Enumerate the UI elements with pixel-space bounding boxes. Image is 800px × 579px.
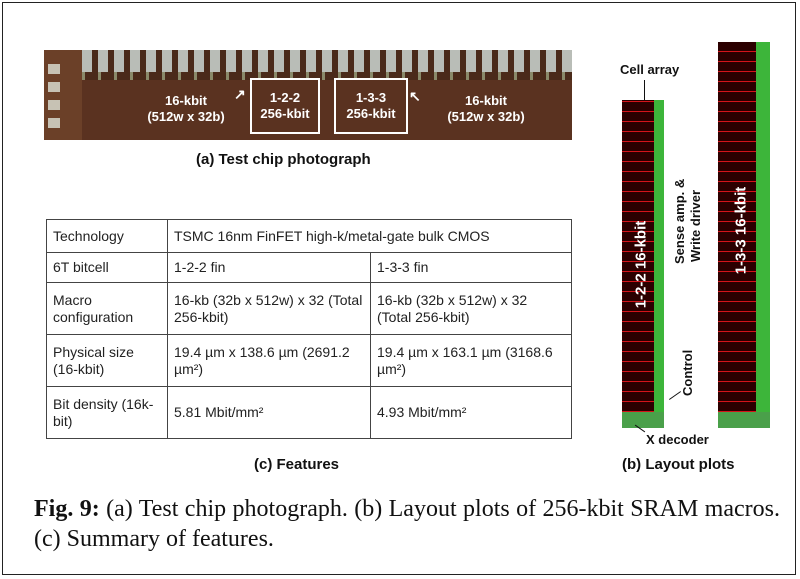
cell-array-leader	[644, 80, 645, 102]
table-cell: 1-2-2 fin	[168, 253, 371, 283]
control-label: Control	[680, 349, 695, 396]
figure-caption	[34, 494, 780, 554]
table-row	[47, 253, 572, 283]
table-row	[47, 387, 572, 439]
x-decoder-label: X decoder	[646, 432, 709, 447]
row-label: Physical size (16-kbit)	[47, 335, 168, 387]
left-arrow-icon: ↗	[234, 86, 246, 102]
chip-pad	[48, 100, 60, 110]
test-chip-photograph	[44, 50, 572, 140]
left-label-line2: (512w x 32b)	[147, 109, 225, 124]
sense-amp-label-line2: Write driver	[688, 189, 703, 262]
row-label: Technology	[47, 220, 168, 253]
layout-plot-1-3-3	[718, 42, 770, 428]
right-16kbit-label	[426, 93, 546, 125]
table-cell: 4.93 Mbit/mm²	[371, 387, 572, 439]
row-label: Bit density (16k-bit)	[47, 387, 168, 439]
chip-pad	[48, 64, 60, 74]
right-label-line1: 16-kbit	[465, 93, 507, 108]
x-decoder-region	[622, 412, 664, 428]
macro-b-label	[334, 90, 408, 122]
cell-array-label: Cell array	[620, 62, 680, 77]
x-decoder-region	[718, 412, 770, 428]
table-cell: 5.81 Mbit/mm²	[168, 387, 371, 439]
table-cell: 19.4 µm x 163.1 µm (3168.6 µm²)	[371, 335, 572, 387]
chip-photo-caption: (a) Test chip photograph	[196, 151, 371, 168]
features-caption: (c) Features	[254, 456, 340, 473]
macro-b-label-line2: 256-kbit	[346, 106, 396, 121]
sense-amp-region	[654, 100, 664, 412]
table-cell: 1-3-3 fin	[371, 253, 572, 283]
table-row	[47, 335, 572, 387]
table-row	[47, 220, 572, 253]
table-cell: 16-kb (32b x 512w) x 32 (Total 256-kbit)	[371, 283, 572, 335]
figure-caption-text: (a) Test chip photograph. (b) Layout plots of 256-kbit SRAM macros. (c) Summary of features.	[34, 496, 780, 552]
macro-a-label-line1: 1-2-2	[269, 90, 301, 105]
chip-pad	[48, 82, 60, 92]
table-cell: 19.4 µm x 138.6 µm (2691.2 µm²)	[168, 335, 371, 387]
table-row	[47, 283, 572, 335]
row-label: Macro configuration	[47, 283, 168, 335]
features-table	[46, 219, 572, 439]
sense-amp-label-line1: Sense amp. &	[672, 178, 687, 264]
figure-number: Fig. 9:	[34, 496, 100, 522]
layout-plot-1-2-2	[622, 100, 664, 428]
chip-io-strip	[82, 72, 572, 80]
table-cell: 16-kb (32b x 512w) x 32 (Total 256-kbit)	[168, 283, 371, 335]
macro-a-label	[250, 90, 320, 122]
chip-pad-row	[82, 50, 572, 72]
sense-amp-region	[756, 42, 770, 412]
plot-a-label: 1-2-2 16-kbit	[632, 220, 650, 309]
macro-b-label-line1: 1-3-3	[355, 90, 387, 105]
layout-plots-caption: (b) Layout plots	[622, 456, 735, 473]
macro-a-label-line2: 256-kbit	[260, 106, 310, 121]
left-label-line1: 16-kbit	[165, 93, 207, 108]
row-label: 6T bitcell	[47, 253, 168, 283]
plot-b-label: 1-3-3 16-kbit	[732, 186, 750, 275]
right-arrow-icon: ↖	[409, 88, 421, 104]
table-cell: TSMC 16nm FinFET high-k/metal-gate bulk CMOS	[168, 220, 572, 253]
right-label-line2: (512w x 32b)	[447, 109, 525, 124]
chip-pad	[48, 118, 60, 128]
left-16kbit-label	[126, 93, 246, 125]
